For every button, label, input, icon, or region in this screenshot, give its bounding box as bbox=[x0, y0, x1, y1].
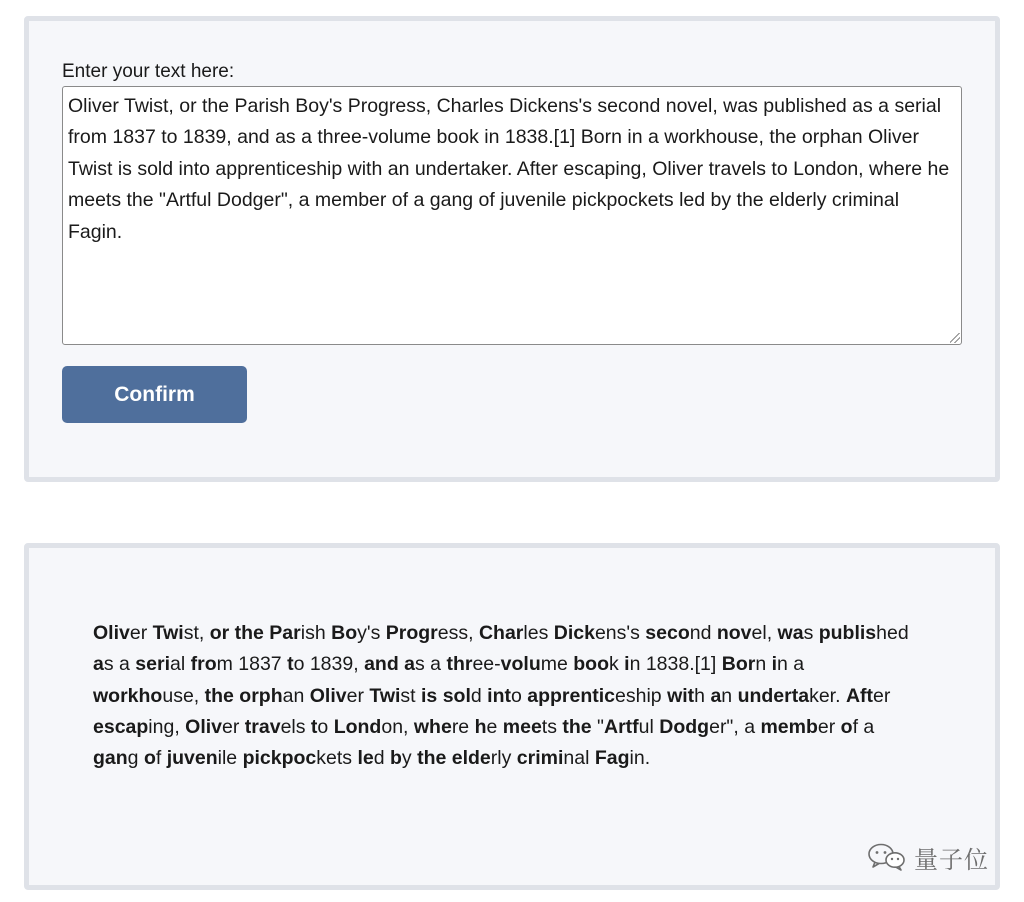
word-remainder: in. bbox=[629, 747, 651, 770]
word-remainder: d bbox=[373, 747, 390, 770]
word-remainder: nal bbox=[563, 747, 595, 770]
word-remainder: me bbox=[540, 653, 574, 676]
wechat-icon bbox=[866, 842, 908, 872]
word-remainder: ens's bbox=[594, 622, 646, 644]
word-remainder: on, bbox=[381, 715, 414, 738]
word-remainder: er bbox=[817, 715, 841, 738]
output-panel bbox=[24, 543, 1000, 890]
bold-word-prefix: fro bbox=[190, 653, 217, 676]
bold-word-prefix: Artf bbox=[603, 715, 639, 738]
bold-word-prefix: seco bbox=[645, 622, 690, 644]
word-remainder: k bbox=[608, 653, 625, 676]
bold-word-prefix: Char bbox=[478, 622, 524, 644]
bold-word-prefix: o bbox=[143, 747, 156, 770]
bold-word-prefix: a bbox=[93, 653, 104, 676]
bold-word-prefix: Twi bbox=[369, 684, 401, 707]
bold-word-prefix: apprentic bbox=[527, 684, 616, 707]
bold-word-prefix: a bbox=[404, 653, 416, 676]
bold-word-prefix: Fag bbox=[594, 747, 630, 770]
word-remainder: st, bbox=[183, 622, 210, 644]
resize-handle[interactable] bbox=[950, 333, 960, 343]
watermark-text: 量子位 bbox=[914, 845, 989, 874]
bold-word-prefix: whe bbox=[413, 715, 452, 738]
bold-word-prefix: sol bbox=[442, 684, 471, 707]
word-remainder: kets bbox=[316, 747, 358, 770]
bold-word-prefix: trav bbox=[244, 715, 281, 738]
word-remainder: o 1839, bbox=[293, 653, 365, 676]
word-remainder: er bbox=[346, 684, 370, 707]
word-remainder: f a bbox=[852, 715, 875, 738]
bold-word-prefix: t bbox=[287, 653, 294, 676]
bold-word-prefix: memb bbox=[760, 715, 818, 738]
bold-word-prefix: escap bbox=[93, 715, 149, 738]
bold-word-prefix: boo bbox=[573, 653, 609, 676]
bold-word-prefix: Bor bbox=[721, 653, 756, 676]
text-input[interactable] bbox=[62, 86, 962, 345]
word-remainder: o bbox=[317, 715, 334, 738]
word-remainder: ker. bbox=[809, 684, 846, 707]
bold-word-prefix: pickpoc bbox=[242, 747, 317, 770]
word-remainder: ish bbox=[300, 622, 332, 644]
bold-word-prefix: nov bbox=[716, 622, 752, 644]
word-remainder: ing, bbox=[148, 715, 186, 738]
bold-word-prefix: le bbox=[357, 747, 374, 770]
word-remainder: les bbox=[523, 622, 554, 644]
bold-word-prefix: int bbox=[487, 684, 511, 707]
bold-word-prefix: h bbox=[474, 715, 487, 738]
word-remainder: er bbox=[222, 715, 245, 738]
word-remainder: s a bbox=[415, 653, 447, 676]
word-remainder: d bbox=[470, 684, 488, 707]
word-remainder: n a bbox=[777, 653, 805, 676]
word-remainder: use, bbox=[162, 684, 205, 707]
bold-word-prefix: a bbox=[710, 684, 722, 707]
bold-word-prefix: Oliv bbox=[185, 715, 223, 738]
word-remainder: ul bbox=[638, 715, 660, 738]
bold-word-prefix: Bo bbox=[331, 622, 358, 644]
bold-word-prefix: wa bbox=[777, 622, 804, 644]
word-remainder: ee- bbox=[472, 653, 501, 676]
watermark bbox=[866, 840, 989, 874]
word-remainder: eship bbox=[615, 684, 668, 707]
word-remainder: s a bbox=[103, 653, 136, 676]
bold-word-prefix: Dodg bbox=[659, 715, 710, 738]
word-remainder: ess, bbox=[437, 622, 479, 644]
word-remainder: " bbox=[591, 715, 604, 738]
word-remainder: n 1838.[1] bbox=[629, 653, 722, 676]
bold-word-prefix: or bbox=[209, 622, 230, 644]
word-remainder: n bbox=[721, 684, 738, 707]
bold-word-prefix: t bbox=[310, 715, 318, 738]
bold-word-prefix: Lond bbox=[333, 715, 382, 738]
bold-word-prefix: b bbox=[389, 747, 402, 770]
bold-word-prefix: i bbox=[624, 653, 630, 676]
bold-word-prefix: thr bbox=[446, 653, 473, 676]
bold-word-prefix: Aft bbox=[845, 684, 874, 707]
bold-word-prefix: elde bbox=[451, 747, 491, 770]
word-remainder: rly bbox=[490, 747, 517, 770]
word-remainder: al bbox=[170, 653, 191, 676]
word-remainder: y's bbox=[357, 622, 386, 644]
bold-word-prefix: wit bbox=[667, 684, 695, 707]
word-remainder: er bbox=[129, 622, 153, 644]
bionic-output-text bbox=[93, 618, 913, 774]
word-remainder: h bbox=[694, 684, 711, 707]
word-remainder: els bbox=[280, 715, 311, 738]
word-remainder: nd bbox=[689, 622, 717, 644]
word-remainder: st bbox=[400, 684, 422, 707]
bold-word-prefix: juven bbox=[166, 747, 218, 770]
word-remainder: y bbox=[401, 747, 418, 770]
word-remainder: ile bbox=[217, 747, 243, 770]
bold-word-prefix: Oliv bbox=[309, 684, 347, 707]
bold-word-prefix: the bbox=[234, 622, 264, 644]
bold-word-prefix: Par bbox=[269, 622, 301, 644]
word-remainder: er", a bbox=[709, 715, 761, 738]
bold-word-prefix: workho bbox=[93, 684, 163, 707]
input-panel bbox=[24, 16, 1000, 482]
bold-word-prefix: and bbox=[364, 653, 399, 676]
word-remainder: g bbox=[127, 747, 144, 770]
bold-word-prefix: o bbox=[840, 715, 853, 738]
confirm-button[interactable]: Confirm bbox=[62, 366, 247, 423]
word-remainder: ts bbox=[541, 715, 563, 738]
bold-word-prefix: orph bbox=[239, 684, 283, 707]
bold-word-prefix: mee bbox=[502, 715, 542, 738]
bold-word-prefix: volu bbox=[500, 653, 541, 676]
bold-word-prefix: is bbox=[421, 684, 438, 707]
bold-word-prefix: Dick bbox=[553, 622, 595, 644]
input-label: Enter your text here: bbox=[62, 61, 235, 82]
bold-word-prefix: the bbox=[562, 715, 592, 738]
bold-word-prefix: the bbox=[417, 747, 447, 770]
bold-word-prefix: i bbox=[771, 653, 778, 676]
word-remainder: re bbox=[451, 715, 475, 738]
word-remainder: an bbox=[282, 684, 310, 707]
bold-word-prefix: Oliv bbox=[93, 622, 130, 644]
word-remainder: f bbox=[155, 747, 167, 770]
bold-word-prefix: Twi bbox=[152, 622, 184, 644]
word-remainder: s bbox=[803, 622, 819, 644]
word-remainder: n bbox=[755, 653, 772, 676]
word-remainder: el, bbox=[751, 622, 778, 644]
bold-word-prefix: Progr bbox=[385, 622, 438, 644]
word-remainder: hed bbox=[876, 622, 909, 644]
bold-word-prefix: seri bbox=[135, 653, 170, 676]
word-remainder: e bbox=[486, 715, 503, 738]
bold-word-prefix: gan bbox=[93, 747, 128, 770]
word-remainder: m 1837 bbox=[216, 653, 288, 676]
word-remainder: o bbox=[510, 684, 528, 707]
bold-word-prefix: the bbox=[204, 684, 234, 707]
bold-word-prefix: crimi bbox=[516, 747, 564, 770]
bold-word-prefix: underta bbox=[737, 684, 810, 707]
bold-word-prefix: publis bbox=[818, 622, 877, 644]
word-remainder: er bbox=[873, 684, 891, 707]
